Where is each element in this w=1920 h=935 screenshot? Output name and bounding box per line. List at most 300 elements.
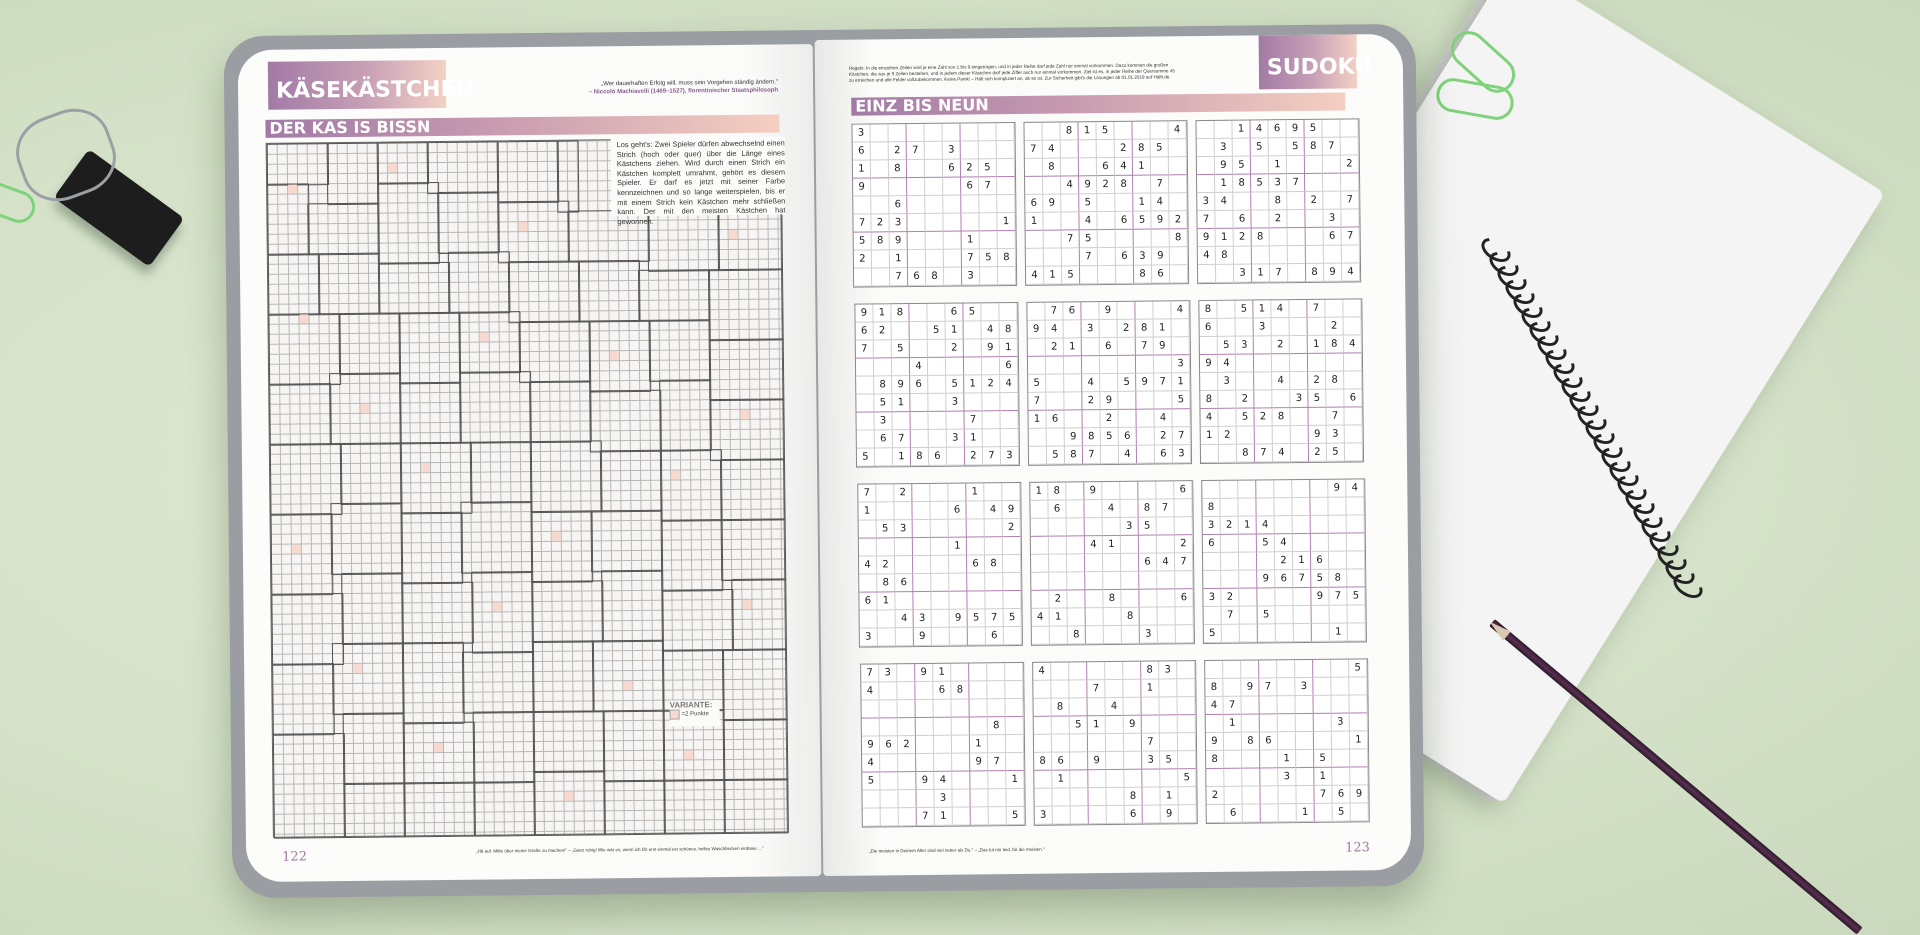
sudoku-cell[interactable]: 5 [1311, 570, 1329, 588]
sudoku-cell[interactable] [1347, 551, 1365, 569]
sudoku-cell[interactable]: 9 [1324, 264, 1342, 282]
sudoku-cell[interactable]: 8 [1138, 500, 1156, 518]
sudoku-cell[interactable]: 3 [946, 394, 964, 412]
sudoku-cell[interactable]: 3 [1234, 265, 1252, 283]
sudoku-cell[interactable] [1293, 534, 1311, 552]
sudoku-cell[interactable]: 5 [1258, 606, 1276, 624]
sudoku-cell[interactable] [1151, 157, 1169, 175]
sudoku-cell[interactable]: 1 [1253, 300, 1271, 318]
sudoku-cell[interactable] [1276, 606, 1294, 624]
sudoku-cell[interactable] [1085, 590, 1103, 608]
sudoku-cell[interactable] [1082, 356, 1100, 374]
sudoku-cell[interactable]: 1 [893, 448, 911, 466]
sudoku-cell[interactable] [1203, 553, 1221, 571]
sudoku-cell[interactable] [932, 628, 950, 646]
sudoku-cell[interactable] [1136, 410, 1154, 428]
sudoku-cell[interactable] [1347, 533, 1365, 551]
sudoku-cell[interactable]: 4 [1079, 212, 1097, 230]
sudoku-cell[interactable]: 2 [1308, 372, 1326, 390]
sudoku-cell[interactable] [1290, 336, 1308, 354]
sudoku-cell[interactable] [1051, 662, 1069, 680]
sudoku-cell[interactable] [970, 699, 988, 717]
sudoku-cell[interactable]: 6 [856, 322, 874, 340]
sudoku-cell[interactable] [1257, 588, 1275, 606]
sudoku-cell[interactable] [1221, 535, 1239, 553]
sudoku-cell[interactable]: 9 [915, 664, 933, 682]
sudoku-cell[interactable] [967, 573, 985, 591]
sudoku-grid-12[interactable] [1204, 658, 1370, 824]
sudoku-cell[interactable]: 9 [950, 610, 968, 628]
sudoku-cell[interactable] [1240, 624, 1258, 642]
sudoku-cell[interactable] [1313, 696, 1331, 714]
sudoku-cell[interactable] [1027, 303, 1045, 321]
sudoku-cell[interactable] [1177, 679, 1195, 697]
sudoku-cell[interactable] [1088, 770, 1106, 788]
sudoku-cell[interactable]: 1 [933, 664, 951, 682]
sudoku-cell[interactable]: 6 [1046, 410, 1064, 428]
sudoku-cell[interactable] [1139, 536, 1157, 554]
sudoku-cell[interactable] [1243, 804, 1261, 822]
sudoku-cell[interactable]: 3 [1203, 517, 1221, 535]
sudoku-cell[interactable]: 9 [1200, 355, 1218, 373]
sudoku-cell[interactable] [1291, 426, 1309, 444]
sudoku-cell[interactable]: 5 [892, 340, 910, 358]
sudoku-cell[interactable] [1197, 175, 1215, 193]
sudoku-cell[interactable] [961, 195, 979, 213]
sudoku-cell[interactable] [876, 502, 894, 520]
sudoku-cell[interactable]: 9 [1241, 678, 1259, 696]
sudoku-cell[interactable] [1178, 733, 1196, 751]
sudoku-cell[interactable]: 1 [949, 538, 967, 556]
sudoku-cell[interactable] [1104, 626, 1122, 644]
sudoku-cell[interactable] [1277, 678, 1295, 696]
sudoku-cell[interactable] [1224, 751, 1242, 769]
sudoku-cell[interactable] [1070, 734, 1088, 752]
sudoku-cell[interactable]: 8 [1329, 570, 1347, 588]
sudoku-cell[interactable]: 5 [1347, 587, 1365, 605]
sudoku-cell[interactable]: 4 [1198, 247, 1216, 265]
sudoku-cell[interactable]: 8 [1133, 140, 1151, 158]
sudoku-cell[interactable] [1202, 481, 1220, 499]
sudoku-cell[interactable] [1115, 194, 1133, 212]
sudoku-cell[interactable]: 4 [1154, 409, 1172, 427]
sudoku-cell[interactable]: 5 [1101, 428, 1119, 446]
sudoku-cell[interactable]: 7 [983, 447, 1001, 465]
sudoku-cell[interactable]: 3 [962, 267, 980, 285]
sudoku-cell[interactable] [1292, 480, 1310, 498]
sudoku-cell[interactable] [1064, 410, 1082, 428]
sudoku-cell[interactable]: 5 [1079, 194, 1097, 212]
sudoku-cell[interactable] [862, 790, 880, 808]
sudoku-cell[interactable] [1290, 354, 1308, 372]
sudoku-cell[interactable] [1305, 156, 1323, 174]
sudoku-cell[interactable] [898, 700, 916, 718]
sudoku-cell[interactable] [880, 700, 898, 718]
sudoku-cell[interactable] [931, 538, 949, 556]
sudoku-cell[interactable]: 6 [1233, 211, 1251, 229]
sudoku-cell[interactable] [1154, 391, 1172, 409]
sudoku-cell[interactable] [1239, 588, 1257, 606]
sudoku-cell[interactable]: 6 [859, 592, 877, 610]
sudoku-cell[interactable] [1106, 788, 1124, 806]
sudoku-cell[interactable]: 6 [1175, 589, 1193, 607]
sudoku-cell[interactable]: 8 [1199, 301, 1217, 319]
sudoku-cell[interactable] [1306, 246, 1324, 264]
sudoku-cell[interactable]: 6 [1063, 302, 1081, 320]
sudoku-cell[interactable]: 5 [1178, 769, 1196, 787]
sudoku-cell[interactable]: 5 [1314, 750, 1332, 768]
sudoku-cell[interactable]: 8 [1272, 408, 1290, 426]
sudoku-cell[interactable]: 8 [1202, 499, 1220, 517]
sudoku-cell[interactable]: 7 [1154, 373, 1172, 391]
sudoku-cell[interactable] [910, 322, 928, 340]
sudoku-cell[interactable] [971, 807, 989, 825]
sudoku-grid-6[interactable] [1198, 298, 1364, 464]
sudoku-cell[interactable] [928, 376, 946, 394]
sudoku-cell[interactable] [931, 592, 949, 610]
sudoku-cell[interactable] [1332, 768, 1350, 786]
sudoku-cell[interactable] [1291, 444, 1309, 462]
sudoku-cell[interactable]: 7 [1259, 678, 1277, 696]
sudoku-cell[interactable] [863, 808, 881, 826]
sudoku-cell[interactable] [1257, 552, 1275, 570]
sudoku-cell[interactable]: 2 [982, 375, 1000, 393]
sudoku-cell[interactable]: 7 [1080, 248, 1098, 266]
sudoku-cell[interactable]: 8 [1060, 122, 1078, 140]
sudoku-cell[interactable] [1349, 677, 1367, 695]
sudoku-cell[interactable]: 6 [1203, 535, 1221, 553]
sudoku-cell[interactable]: 7 [1342, 227, 1360, 245]
sudoku-cell[interactable] [1350, 713, 1368, 731]
sudoku-cell[interactable] [912, 502, 930, 520]
sudoku-cell[interactable] [859, 574, 877, 592]
sudoku-cell[interactable]: 3 [1254, 318, 1272, 336]
sudoku-cell[interactable]: 6 [986, 627, 1004, 645]
sudoku-cell[interactable] [1315, 804, 1333, 822]
sudoku-cell[interactable] [1223, 679, 1241, 697]
sudoku-cell[interactable] [1043, 177, 1061, 195]
sudoku-cell[interactable]: 1 [965, 429, 983, 447]
sudoku-cell[interactable]: 9 [890, 232, 908, 250]
sudoku-cell[interactable] [1170, 247, 1188, 265]
sudoku-cell[interactable] [897, 664, 915, 682]
sudoku-cell[interactable]: 7 [1083, 446, 1101, 464]
sudoku-cell[interactable] [1331, 660, 1349, 678]
sudoku-cell[interactable] [1344, 371, 1362, 389]
sudoku-cell[interactable] [925, 196, 943, 214]
sudoku-cell[interactable]: 5 [862, 772, 880, 790]
sudoku-cell[interactable] [1101, 446, 1119, 464]
sudoku-cell[interactable] [997, 141, 1015, 159]
sudoku-cell[interactable] [1061, 158, 1079, 176]
sudoku-cell[interactable] [1332, 750, 1350, 768]
sudoku-cell[interactable]: 7 [1028, 393, 1046, 411]
sudoku-cell[interactable] [998, 267, 1016, 285]
sudoku-cell[interactable]: 2 [1046, 338, 1064, 356]
sudoku-cell[interactable] [1223, 661, 1241, 679]
sudoku-cell[interactable] [931, 520, 949, 538]
sudoku-cell[interactable]: 8 [1305, 138, 1323, 156]
sudoku-cell[interactable] [1236, 372, 1254, 390]
sudoku-cell[interactable] [1350, 749, 1368, 767]
sudoku-cell[interactable] [892, 358, 910, 376]
sudoku-cell[interactable]: 9 [1215, 157, 1233, 175]
sudoku-cell[interactable] [943, 196, 961, 214]
sudoku-cell[interactable]: 5 [1151, 139, 1169, 157]
sudoku-cell[interactable] [1238, 480, 1256, 498]
sudoku-cell[interactable]: 9 [1151, 211, 1169, 229]
sudoku-cell[interactable]: 9 [1043, 195, 1061, 213]
sudoku-cell[interactable]: 3 [1197, 193, 1215, 211]
sudoku-cell[interactable] [1329, 534, 1347, 552]
sudoku-cell[interactable] [1346, 497, 1364, 515]
sudoku-cell[interactable]: 4 [1082, 374, 1100, 392]
sudoku-cell[interactable] [1136, 392, 1154, 410]
sudoku-cell[interactable]: 2 [1254, 408, 1272, 426]
sudoku-cell[interactable] [1118, 392, 1136, 410]
sudoku-cell[interactable]: 1 [1201, 427, 1219, 445]
sudoku-cell[interactable]: 3 [1295, 678, 1313, 696]
sudoku-cell[interactable] [983, 429, 1001, 447]
sudoku-cell[interactable] [1031, 555, 1049, 573]
sudoku-cell[interactable]: 1 [1269, 156, 1287, 174]
sudoku-cell[interactable]: 5 [946, 376, 964, 394]
sudoku-cell[interactable]: 7 [1025, 141, 1043, 159]
sudoku-cell[interactable] [1123, 680, 1141, 698]
sudoku-cell[interactable] [910, 340, 928, 358]
sudoku-cell[interactable]: 7 [1156, 499, 1174, 517]
sudoku-cell[interactable] [1242, 768, 1260, 786]
sudoku-cell[interactable] [1157, 589, 1175, 607]
sudoku-cell[interactable] [988, 789, 1006, 807]
sudoku-cell[interactable] [1031, 591, 1049, 609]
sudoku-cell[interactable]: 2 [874, 322, 892, 340]
sudoku-cell[interactable] [934, 718, 952, 736]
sudoku-cell[interactable] [872, 268, 890, 286]
sudoku-cell[interactable]: 4 [1115, 158, 1133, 176]
sudoku-cell[interactable] [916, 754, 934, 772]
sudoku-cell[interactable] [1344, 407, 1362, 425]
sudoku-cell[interactable]: 6 [1100, 338, 1118, 356]
sudoku-cell[interactable] [1140, 608, 1158, 626]
sudoku-cell[interactable]: 1 [1350, 731, 1368, 749]
sudoku-cell[interactable] [1034, 717, 1052, 735]
sudoku-cell[interactable] [876, 484, 894, 502]
sudoku-cell[interactable] [1006, 699, 1024, 717]
sudoku-cell[interactable]: 5 [854, 232, 872, 250]
sudoku-cell[interactable] [1254, 372, 1272, 390]
sudoku-cell[interactable] [1176, 607, 1194, 625]
sudoku-cell[interactable]: 8 [1237, 444, 1255, 462]
sudoku-cell[interactable] [1142, 787, 1160, 805]
sudoku-cell[interactable]: 1 [1330, 624, 1348, 642]
sudoku-cell[interactable]: 1 [1025, 213, 1043, 231]
sudoku-cell[interactable] [1152, 229, 1170, 247]
sudoku-cell[interactable]: 4 [859, 556, 877, 574]
sudoku-cell[interactable]: 7 [1223, 697, 1241, 715]
sudoku-cell[interactable]: 6 [1152, 265, 1170, 283]
sudoku-cell[interactable]: 4 [1215, 193, 1233, 211]
sudoku-cell[interactable] [1071, 806, 1089, 824]
sudoku-cell[interactable]: 1 [1103, 536, 1121, 554]
sudoku-cell[interactable] [1067, 536, 1085, 554]
sudoku-cell[interactable] [1067, 590, 1085, 608]
sudoku-cell[interactable]: 6 [948, 502, 966, 520]
sudoku-cell[interactable]: 1 [1154, 319, 1172, 337]
sudoku-cell[interactable]: 5 [928, 322, 946, 340]
sudoku-cell[interactable] [1329, 552, 1347, 570]
sudoku-cell[interactable]: 3 [1134, 248, 1152, 266]
sudoku-cell[interactable]: 7 [1329, 588, 1347, 606]
sudoku-cell[interactable] [969, 663, 987, 681]
sudoku-cell[interactable]: 9 [1328, 480, 1346, 498]
sudoku-grid-2[interactable] [1023, 120, 1189, 286]
sudoku-cell[interactable] [1064, 320, 1082, 338]
sudoku-cell[interactable] [899, 808, 917, 826]
sudoku-cell[interactable] [1064, 374, 1082, 392]
sudoku-cell[interactable] [859, 520, 877, 538]
sudoku-cell[interactable]: 2 [1082, 392, 1100, 410]
sudoku-cell[interactable] [1341, 209, 1359, 227]
sudoku-cell[interactable]: 1 [1215, 175, 1233, 193]
sudoku-cell[interactable] [964, 321, 982, 339]
sudoku-cell[interactable]: 3 [860, 628, 878, 646]
sudoku-cell[interactable]: 6 [1344, 389, 1362, 407]
sudoku-cell[interactable] [1349, 695, 1367, 713]
sudoku-cell[interactable] [910, 394, 928, 412]
sudoku-cell[interactable]: 2 [1115, 140, 1133, 158]
sudoku-cell[interactable]: 8 [1252, 228, 1270, 246]
sudoku-cell[interactable] [967, 591, 985, 609]
sudoku-cell[interactable] [985, 537, 1003, 555]
sudoku-cell[interactable]: 1 [877, 592, 895, 610]
sudoku-cell[interactable]: 4 [1061, 176, 1079, 194]
sudoku-cell[interactable] [1259, 696, 1277, 714]
sudoku-cell[interactable]: 1 [1314, 768, 1332, 786]
sudoku-cell[interactable] [1178, 751, 1196, 769]
sudoku-cell[interactable]: 7 [1307, 300, 1325, 318]
sudoku-cell[interactable] [1240, 606, 1258, 624]
sudoku-cell[interactable] [1345, 425, 1363, 443]
sudoku-cell[interactable]: 2 [1305, 192, 1323, 210]
sudoku-cell[interactable]: 1 [1293, 552, 1311, 570]
sudoku-cell[interactable] [1287, 210, 1305, 228]
sudoku-cell[interactable]: 6 [889, 196, 907, 214]
sudoku-cell[interactable] [916, 790, 934, 808]
sudoku-cell[interactable] [1256, 498, 1274, 516]
sudoku-grid-3[interactable] [1195, 118, 1361, 284]
sudoku-cell[interactable]: 1 [1232, 121, 1250, 139]
sudoku-cell[interactable]: 2 [1169, 211, 1187, 229]
sudoku-cell[interactable]: 5 [1308, 390, 1326, 408]
sudoku-cell[interactable]: 1 [1239, 516, 1257, 534]
sudoku-cell[interactable] [1313, 678, 1331, 696]
sudoku-cell[interactable] [925, 178, 943, 196]
sudoku-cell[interactable]: 1 [1050, 608, 1068, 626]
sudoku-cell[interactable]: 1 [935, 808, 953, 826]
sudoku-cell[interactable] [1051, 680, 1069, 698]
sudoku-cell[interactable] [1259, 660, 1277, 678]
sudoku-cell[interactable] [1308, 408, 1326, 426]
sudoku-cell[interactable] [1120, 482, 1138, 500]
sudoku-cell[interactable] [1260, 768, 1278, 786]
sudoku-cell[interactable] [1274, 480, 1292, 498]
sudoku-cell[interactable]: 3 [1001, 447, 1019, 465]
sudoku-cell[interactable]: 2 [898, 736, 916, 754]
sudoku-cell[interactable] [1342, 245, 1360, 263]
sudoku-cell[interactable]: 7 [861, 664, 879, 682]
sudoku-cell[interactable] [916, 736, 934, 754]
sudoku-cell[interactable]: 8 [1048, 482, 1066, 500]
sudoku-cell[interactable] [1089, 806, 1107, 824]
sudoku-cell[interactable] [1029, 447, 1047, 465]
sudoku-cell[interactable]: 5 [1133, 212, 1151, 230]
sudoku-cell[interactable] [1141, 697, 1159, 715]
sudoku-cell[interactable] [1328, 498, 1346, 516]
sudoku-cell[interactable]: 3 [943, 142, 961, 160]
sudoku-cell[interactable]: 4 [1205, 697, 1223, 715]
sudoku-cell[interactable] [1086, 626, 1104, 644]
sudoku-cell[interactable]: 4 [1200, 409, 1218, 427]
sudoku-cell[interactable] [1034, 735, 1052, 753]
sudoku-cell[interactable]: 9 [914, 628, 932, 646]
sudoku-cell[interactable]: 3 [947, 430, 965, 448]
sudoku-cell[interactable] [894, 502, 912, 520]
sudoku-cell[interactable]: 8 [1052, 698, 1070, 716]
sudoku-cell[interactable] [964, 393, 982, 411]
sudoku-cell[interactable] [1196, 121, 1214, 139]
sudoku-cell[interactable] [1323, 192, 1341, 210]
sudoku-cell[interactable] [1296, 714, 1314, 732]
sudoku-cell[interactable] [1028, 339, 1046, 357]
sudoku-cell[interactable] [1216, 265, 1234, 283]
sudoku-cell[interactable] [1290, 372, 1308, 390]
sudoku-cell[interactable] [944, 232, 962, 250]
sudoku-cell[interactable] [1293, 516, 1311, 534]
sudoku-cell[interactable]: 9 [1028, 321, 1046, 339]
sudoku-cell[interactable]: 9 [1088, 752, 1106, 770]
sudoku-cell[interactable] [1296, 732, 1314, 750]
sudoku-cell[interactable] [1079, 140, 1097, 158]
sudoku-cell[interactable] [1233, 193, 1251, 211]
sudoku-cell[interactable]: 7 [1175, 553, 1193, 571]
sudoku-cell[interactable] [968, 627, 986, 645]
sudoku-cell[interactable] [1239, 570, 1257, 588]
sudoku-cell[interactable] [1242, 786, 1260, 804]
sudoku-cell[interactable] [1064, 392, 1082, 410]
sudoku-cell[interactable] [1097, 194, 1115, 212]
sudoku-cell[interactable]: 1 [997, 213, 1015, 231]
sudoku-cell[interactable] [1052, 716, 1070, 734]
sudoku-cell[interactable] [1218, 391, 1236, 409]
sudoku-cell[interactable] [1137, 446, 1155, 464]
sudoku-cell[interactable] [1118, 338, 1136, 356]
sudoku-cell[interactable] [1174, 499, 1192, 517]
sudoku-cell[interactable] [916, 718, 934, 736]
sudoku-cell[interactable] [952, 753, 970, 771]
sudoku-cell[interactable] [1064, 356, 1082, 374]
sudoku-cell[interactable] [1006, 735, 1024, 753]
sudoku-cell[interactable]: 7 [979, 177, 997, 195]
sudoku-cell[interactable] [1061, 194, 1079, 212]
sudoku-cell[interactable]: 6 [1097, 158, 1115, 176]
sudoku-cell[interactable] [1114, 122, 1132, 140]
sudoku-cell[interactable]: 8 [1170, 229, 1188, 247]
sudoku-cell[interactable] [1313, 660, 1331, 678]
sudoku-cell[interactable] [1070, 752, 1088, 770]
sudoku-cell[interactable] [987, 663, 1005, 681]
sudoku-cell[interactable]: 7 [1293, 570, 1311, 588]
